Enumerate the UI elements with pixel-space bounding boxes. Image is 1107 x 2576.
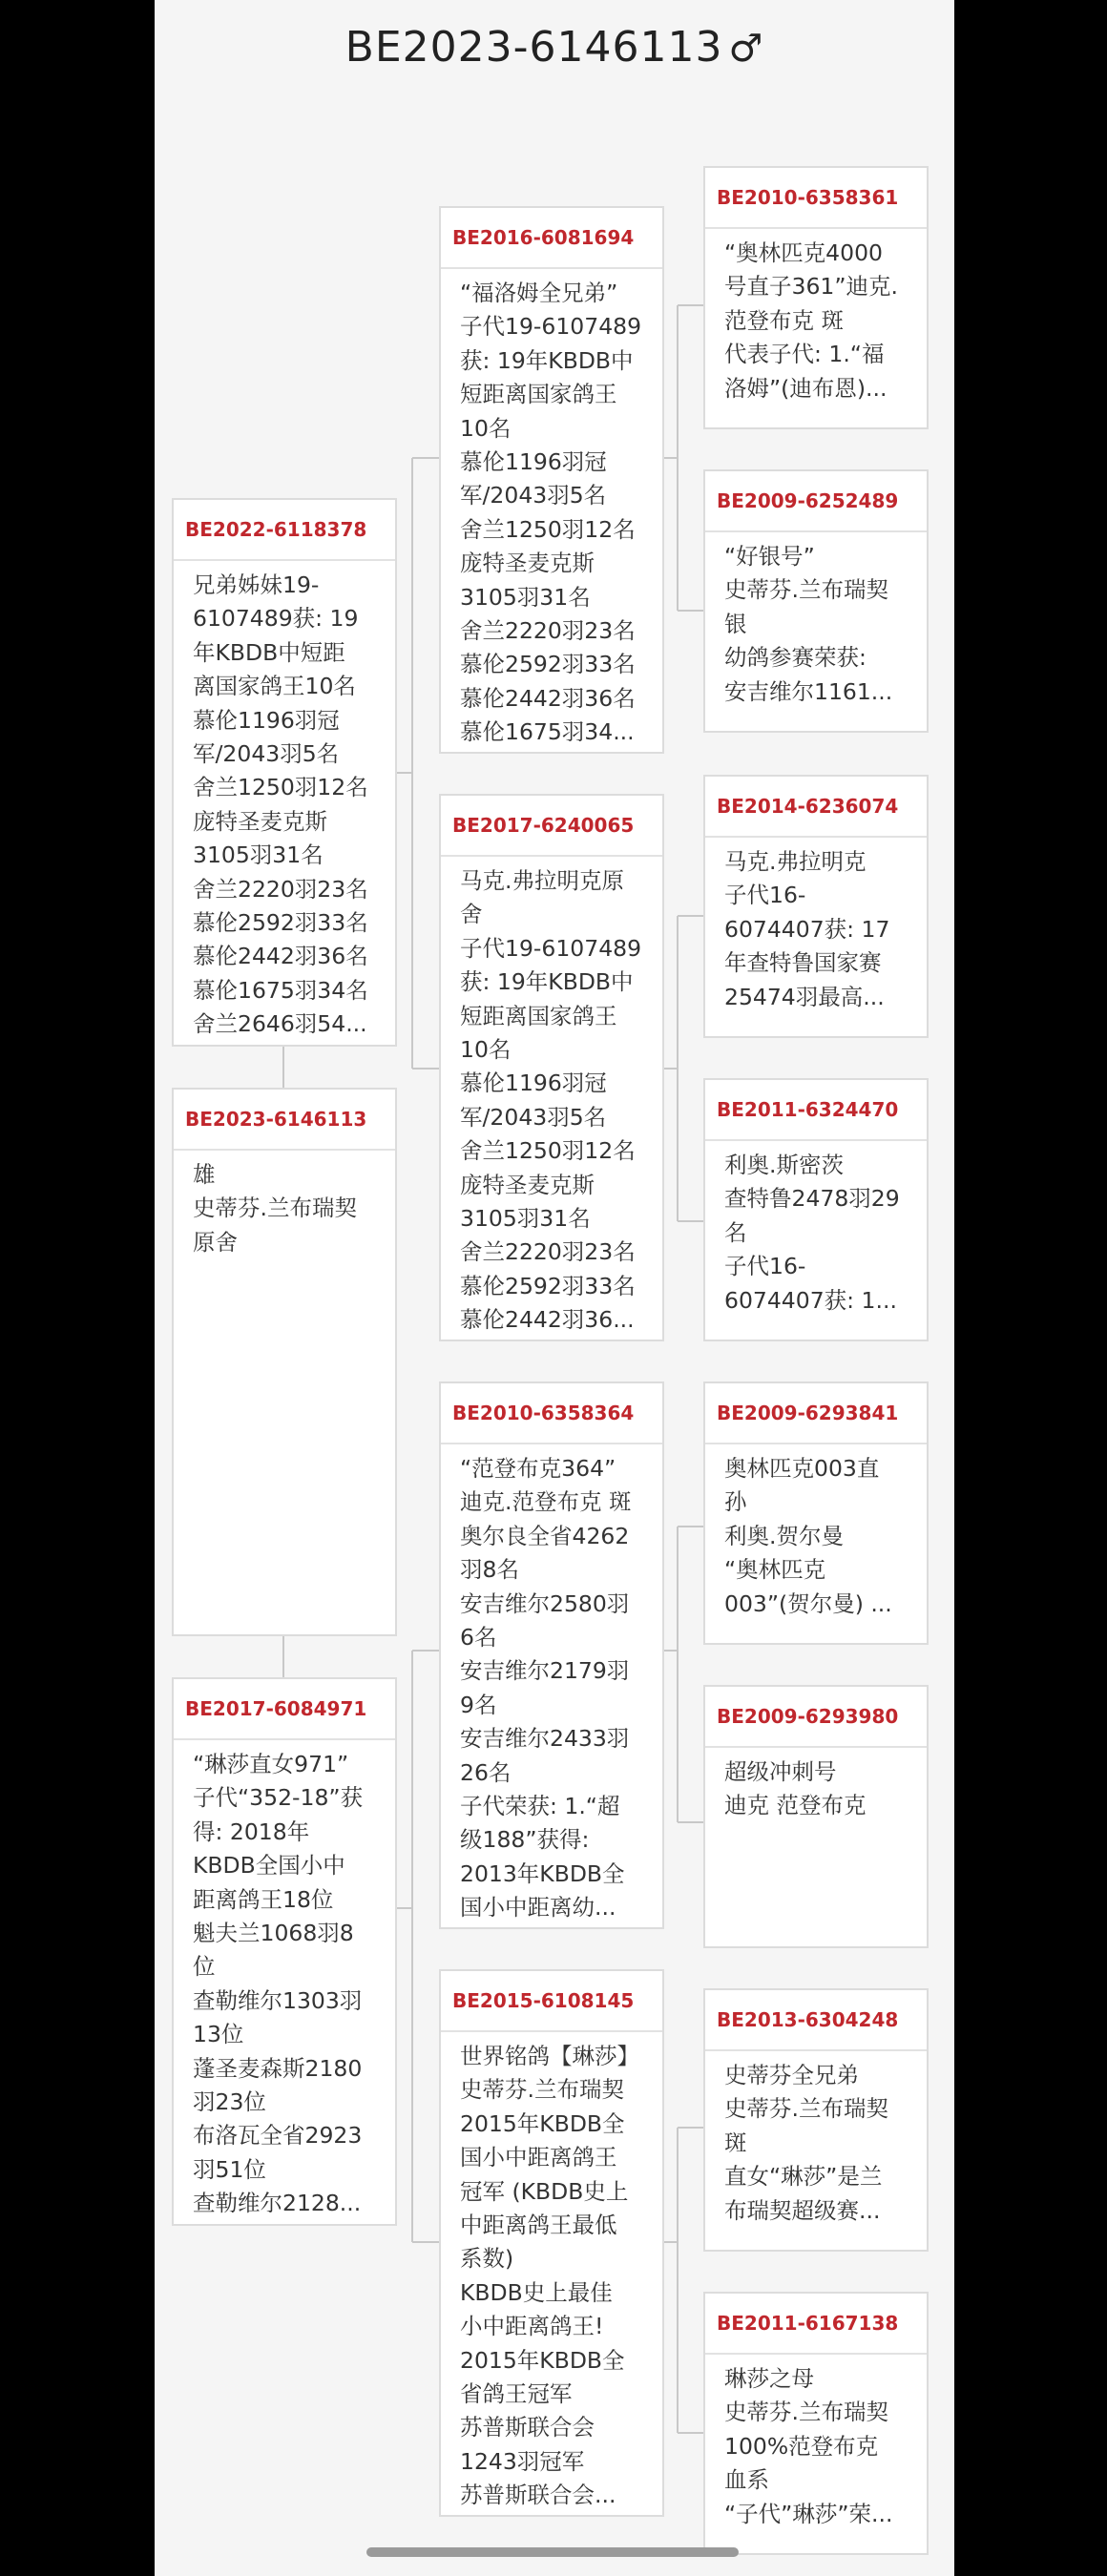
pedigree-card-sire-sire-dam[interactable] [703,469,929,733]
card-notes: “好银号” 史蒂芬.兰布瑞契 银 幼鸽参赛荣获: 安吉维尔1161... [724,543,893,705]
ring-number: BE2010-6358364 [441,1383,662,1444]
card-notes: 琳莎之母 史蒂芬.兰布瑞契 100%范登布克 血系 “子代”琳莎”荣... [724,2365,893,2527]
ring-number: BE2023-6146113 [174,1090,395,1151]
pedigree-card-dam-dam-dam[interactable] [703,2292,929,2555]
card-notes: “琳莎直女971” 子代“352-18”获 得: 2018年 KBDB全国小中 距离鸽王18位 魁夫兰1068羽8 位 查勒维尔1303羽 13位 蓬圣麦森斯2180 羽23位 布洛瓦全省2923 羽51位 查勒维尔2128... [193,1751,364,2217]
pedigree-card-dam-dam-sire[interactable] [703,1988,929,2252]
ring-number: BE2017-6084971 [174,1679,395,1740]
pedigree-card-subject[interactable] [172,1088,397,1636]
pedigree-page [155,0,954,2576]
pedigree-card-dam-dam[interactable] [439,1969,664,2517]
ring-number: BE2011-6167138 [705,2294,927,2355]
ring-number: BE2015-6108145 [441,1971,662,2032]
card-notes: “福洛姆全兄弟” 子代19-6107489 获: 19年KBDB中 短距离国家鸽王 10名 慕伦1196羽冠 军/2043羽5名 舍兰1250羽12名 庞特圣麦克斯 3105羽31名 舍兰2220羽23名 慕伦2592羽33名 慕伦2442羽36名 慕伦1675羽34... [460,280,642,746]
male-symbol-icon: ♂ [728,27,764,71]
ring-number: BE2009-6252489 [705,471,927,532]
ring-number: BE2022-6118378 [174,500,395,561]
pedigree-card-dam[interactable] [172,1677,397,2226]
ring-number: BE2010-6358361 [705,168,927,229]
ring-number: BE2016-6081694 [441,208,662,269]
ring-number: BE2009-6293980 [705,1687,927,1748]
pedigree-card-sire-dam[interactable] [439,794,664,1341]
pedigree-card-sire-dam-dam[interactable] [703,1078,929,1341]
card-notes: “范登布克364” 迪克.范登布克 斑 奥尔良全省4262 羽8名 安吉维尔2580羽 6名 安吉维尔2179羽 9名 安吉维尔2433羽 26名 子代荣获: 1.“超 级188”获得: 2013年KBDB全 国小中距离幼... [460,1455,632,1922]
pedigree-card-dam-sire-sire[interactable] [703,1381,929,1645]
card-notes: 兄弟姊妹19- 6107489获: 19 年KBDB中短距 离国家鸽王10名 慕伦1196羽冠 军/2043羽5名 舍兰1250羽12名 庞特圣麦克斯 3105羽31名 舍兰2220羽23名 慕伦2592羽33名 慕伦2442羽36名 慕伦1675羽34名 舍兰2646羽54... [193,571,368,1038]
ring-number: BE2017-6240065 [441,796,662,857]
card-notes: 世界铭鸽【琳莎】 史蒂芬.兰布瑞契 2015年KBDB全 国小中距离鸽王 冠军 (KBDB史上 中距离鸽王最低 系数) KBDB史上最佳 小中距离鸽王! 2015年KBDB全 省鸽王冠军 苏普斯联合会 1243羽冠军 苏普斯联合会... [460,2043,639,2509]
pedigree-card-dam-sire[interactable] [439,1381,664,1929]
pedigree-card-sire-dam-sire[interactable] [703,775,929,1038]
card-notes: 超级冲刺号 迪克 范登布克 [724,1758,867,1819]
title-ring: BE2023-6146113 [345,23,723,72]
card-notes: 利奥.斯密茨 查特鲁2478羽29 名 子代16- 6074407获: 1... [724,1152,900,1314]
card-notes: 马克.弗拉明克 子代16- 6074407获: 17 年查特鲁国家赛 25474羽最高... [724,848,890,1010]
pedigree-card-sire-sire[interactable] [439,206,664,754]
card-notes: 马克.弗拉明克原 舍 子代19-6107489 获: 19年KBDB中 短距离国家鸽王 10名 慕伦1196羽冠 军/2043羽5名 舍兰1250羽12名 庞特圣麦克斯 3105羽31名 舍兰2220羽23名 慕伦2592羽33名 慕伦2442羽36... [460,867,642,1334]
card-notes: 史蒂芬全兄弟 史蒂芬.兰布瑞契 斑 直女“琳莎”是兰 布瑞契超级赛... [724,2062,888,2224]
ring-number: BE2011-6324470 [705,1080,927,1141]
horizontal-scrollbar[interactable] [366,2547,739,2557]
ring-number: BE2009-6293841 [705,1383,927,1444]
ring-number: BE2013-6304248 [705,1990,927,2051]
card-notes: 奥林匹克003直 孙 利奥.贺尔曼 “奥林匹克 003”(贺尔曼) ... [724,1455,892,1617]
pedigree-card-sire-sire-sire[interactable] [703,166,929,429]
card-notes: “奥林匹克4000 号直子361”迪克. 范登布克 斑 代表子代: 1.“福 洛姆”(迪布恩)... [724,239,898,402]
pedigree-card-sire[interactable] [172,498,397,1047]
ring-number: BE2014-6236074 [705,777,927,838]
pedigree-card-dam-sire-dam[interactable] [703,1685,929,1948]
card-notes: 雄 史蒂芬.兰布瑞契 原舍 [193,1161,357,1256]
